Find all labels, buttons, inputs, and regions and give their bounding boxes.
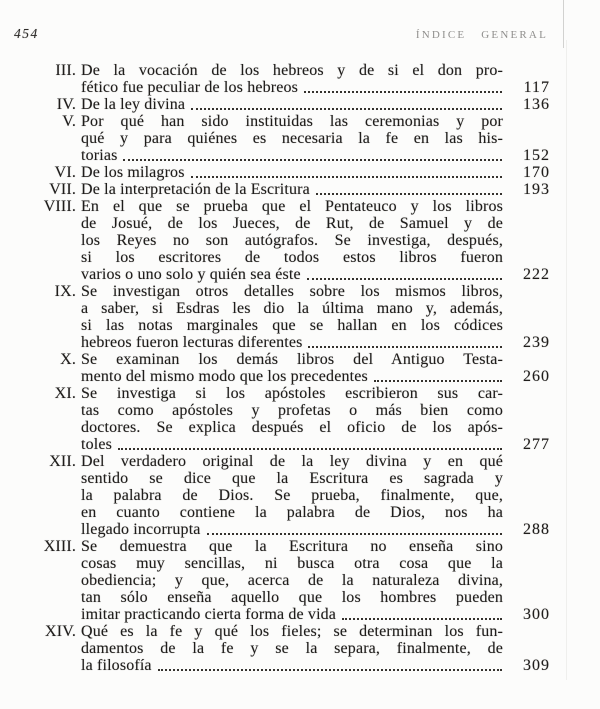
toc-entry xyxy=(14,351,550,385)
entry-last-line-text: imitar practicando cierta forma de vida xyxy=(81,606,337,623)
entry-line: cosas muy sencillas, ni busca otra cosa que la xyxy=(81,555,503,572)
dot-leader xyxy=(342,618,502,620)
entry-numeral: X. xyxy=(60,351,76,368)
scan-edge-artifact-top xyxy=(563,0,564,48)
entry-numeral: XIII. xyxy=(43,538,76,555)
entry-last-line xyxy=(81,368,503,385)
entry-page: 222 xyxy=(523,266,550,283)
entry-text xyxy=(81,113,503,164)
entry-last-line-text: hebreos fueron lecturas diferentes xyxy=(81,334,303,351)
entry-last-line-text: varios o uno solo y quién sea éste xyxy=(81,266,301,283)
entry-page: 277 xyxy=(523,436,550,453)
entry-last-line xyxy=(81,657,503,674)
entry-last-line-text: De la interpretación de la Escritura xyxy=(81,181,310,198)
entry-last-line xyxy=(81,436,503,453)
entry-numeral: XII. xyxy=(49,453,76,470)
toc-list xyxy=(14,62,550,674)
entry-last-line xyxy=(81,147,503,164)
toc-entry xyxy=(14,113,550,164)
entry-line: Se examinan los demás libros del Antiguo Testa- xyxy=(81,351,503,368)
dot-leader xyxy=(308,346,502,348)
entry-page: 309 xyxy=(523,657,550,674)
dot-leader xyxy=(191,176,502,178)
toc-entry xyxy=(14,198,550,283)
entry-text xyxy=(81,623,503,674)
entry-line: sentido se dice que la Escritura es sagrada y xyxy=(81,470,503,487)
entry-numeral: IV. xyxy=(56,96,76,113)
entry-page: 288 xyxy=(523,521,550,538)
toc-entry xyxy=(14,283,550,351)
entry-line: si los escritores de todos estos libros fueron xyxy=(81,249,503,266)
entry-page: 260 xyxy=(523,368,550,385)
entry-last-line-text: toles xyxy=(81,436,112,453)
entry-text xyxy=(81,181,503,198)
entry-page: 300 xyxy=(523,606,550,623)
entry-last-line xyxy=(81,521,503,538)
entry-numeral: XIV. xyxy=(45,623,76,640)
entry-line: la palabra de Dios. Se prueba, finalmente, que, xyxy=(81,487,503,504)
entry-text xyxy=(81,62,503,96)
entry-text xyxy=(81,453,503,538)
dot-leader xyxy=(118,448,502,450)
entry-text xyxy=(81,283,503,351)
entry-last-line-text: fético fue peculiar de los hebreos xyxy=(81,79,299,96)
entry-last-line-text: De los milagros xyxy=(81,164,185,181)
entry-text xyxy=(81,198,503,283)
dot-leader xyxy=(316,193,502,195)
entry-line: a saber, si Esdras les dio la última mano y, además, xyxy=(81,300,503,317)
entry-line: doctores. Se explica después el oficio de los após- xyxy=(81,419,503,436)
entry-line: qué y para quiénes es necesaria la fe en las his- xyxy=(81,130,503,147)
entry-line: En el que se prueba que el Pentateuco y los libros xyxy=(81,198,503,215)
entry-line: obediencia; y que, acerca de la naturaleza divina, xyxy=(81,572,503,589)
entry-page: 170 xyxy=(523,164,550,181)
entry-numeral: IX. xyxy=(54,283,76,300)
entry-line: Del verdadero original de la ley divina y en qué xyxy=(81,453,503,470)
dot-leader xyxy=(191,108,502,110)
entry-line: Se demuestra que la Escritura no enseña sino xyxy=(81,538,503,555)
entry-text xyxy=(81,164,503,181)
dot-leader xyxy=(207,533,502,535)
entry-line: damentos de la fe y se la separa, finalmente, de xyxy=(81,640,503,657)
entry-page: 152 xyxy=(523,147,550,164)
entry-numeral: XI. xyxy=(54,385,76,402)
entry-numeral: VIII. xyxy=(43,198,76,215)
entry-last-line xyxy=(81,606,503,623)
entry-page: 239 xyxy=(523,334,550,351)
toc-entry xyxy=(14,96,550,113)
entry-last-line-text: De la ley divina xyxy=(81,96,186,113)
entry-last-line xyxy=(81,266,503,283)
toc-entry xyxy=(14,164,550,181)
entry-text xyxy=(81,385,503,453)
entry-page: 193 xyxy=(523,181,550,198)
toc-entry xyxy=(14,623,550,674)
dot-leader xyxy=(307,278,502,280)
running-head: ÍNDICE GENERAL xyxy=(415,29,548,41)
entry-line: De la vocación de los hebreos y de si el don pro- xyxy=(81,62,503,79)
toc-entry xyxy=(14,62,550,96)
entry-last-line-text: torias xyxy=(81,147,118,164)
entry-numeral: V. xyxy=(62,113,76,130)
dot-leader xyxy=(304,91,502,93)
toc-entry xyxy=(14,181,550,198)
entry-numeral: III. xyxy=(55,62,76,79)
scan-edge-artifact-right xyxy=(566,40,567,680)
entry-text xyxy=(81,538,503,623)
entry-numeral: VII. xyxy=(49,181,76,198)
entry-last-line xyxy=(81,334,503,351)
entry-numeral: VI. xyxy=(54,164,76,181)
entry-text xyxy=(81,96,503,113)
entry-line: los Reyes no son autógrafos. Se investiga, después, xyxy=(81,232,503,249)
entry-line: si las notas marginales que se hallan en los códices xyxy=(81,317,503,334)
entry-last-line-text: llegado incorrupta xyxy=(81,521,201,538)
entry-last-line xyxy=(81,164,503,181)
page-header xyxy=(0,0,600,42)
entry-last-line-text: la filosofía xyxy=(81,657,152,674)
entry-line: de Josué, de los Jueces, de Rut, de Samuel y de xyxy=(81,215,503,232)
entry-text xyxy=(81,351,503,385)
entry-last-line xyxy=(81,79,503,96)
entry-line: Se investigan otros detalles sobre los mismos libros, xyxy=(81,283,503,300)
dot-leader xyxy=(123,159,502,161)
entry-line: Qué es la fe y qué los fieles; se determinan los fun- xyxy=(81,623,503,640)
entry-line: tas como apóstoles y profetas o más bien como xyxy=(81,402,503,419)
entry-page: 117 xyxy=(523,79,550,96)
toc-entry xyxy=(14,453,550,538)
entry-line: en cuanto contiene la palabra de Dios, nos ha xyxy=(81,504,503,521)
dot-leader xyxy=(158,669,502,671)
page-number-folio: 454 xyxy=(14,26,39,41)
entry-last-line-text: mento del mismo modo que los precedentes xyxy=(81,368,368,385)
entry-page: 136 xyxy=(523,96,550,113)
entry-last-line xyxy=(81,181,503,198)
toc-entry xyxy=(14,538,550,623)
toc-entry xyxy=(14,385,550,453)
dot-leader xyxy=(374,380,502,382)
entry-line: Se investiga si los apóstoles escribieron sus car- xyxy=(81,385,503,402)
entry-last-line xyxy=(81,96,503,113)
entry-line: tan sólo enseña aquello que los hombres pueden xyxy=(81,589,503,606)
entry-line: Por qué han sido instituidas las ceremonias y por xyxy=(81,113,503,130)
